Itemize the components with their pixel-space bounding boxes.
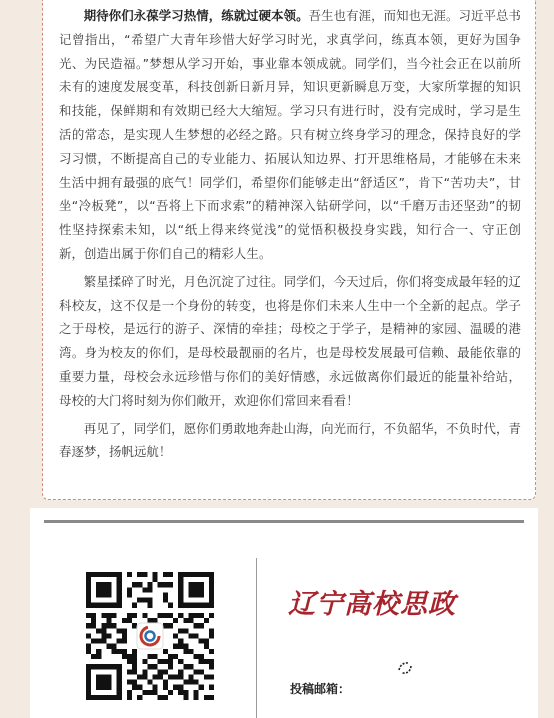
footer-card [30,508,538,718]
paragraph-text: 繁星揉碎了时光，月色沉淀了过往。同学们，今天过后，你们将变成最年轻的辽科校友，这不仅是一个身份的转变，也将是你们未来人生中一个全新的起点。学子之于母校，是远行的游子、深情的牵挂；母校之于学子，是精神的家园、温暖的港湾。身为校友的你们，是母校最靓丽的名片，也是母校发展最可信赖、最能依靠的重要力量，母校会永远珍惜与你们的美好情感，永远做离你们最近的能量补给站，母校的大门将时刻为你们敞开，欢迎你们常回来看看！ [59,273,521,408]
brand-title: 辽宁高校思政 [288,589,456,620]
paragraph-lead: 期待你们永葆学习热情，练就过硬本领。 [83,8,309,23]
paragraph-text: 再见了，同学们，愿你们勇敢地奔赴山海，向光而行，不负韶华，不负时代，青春逐梦，扬帆远航！ [59,420,521,460]
vertical-divider [256,558,257,718]
article-paragraph [59,417,521,465]
paragraph-text: 吾生也有涯，而知也无涯。习近平总书记曾指出，“希望广大青年珍惜大好学习时光，求真学问，练真本领，更好为国争光、为民造福。”梦想从学习开始，事业靠本领成就。同学们，当今社会正在以前所未有的速度发展变革，科技创新日新月异，知识更新瞬息万变，大家所掌握的知识和技能，保鲜期和有效期已经大大缩短。学习只有进行时，没有完成时，学习是生活的常态，是实现人生梦想的必经之路。只有树立终身学习的理念，保持良好的学习习惯，不断提高自己的专业能力、拓展认知边界、打开思维格局，才能够在未来生活中拥有最强的底气！同学们，希望你们能够走出“舒适区”，肯下“苦功夫”，甘坐“冷板凳”，以“吾将上下而求索”的精神深入钻研学问，以“千磨万击还坚劲”的韧性坚持探索未知，以“纸上得来终觉浅”的觉悟积极投身实践，知行合一、守正创新，创造出属于你们自己的精彩人生。 [59,8,521,261]
article-paragraph [59,270,521,413]
loading-swirl-icon [395,658,415,678]
article-body [42,0,536,500]
submission-email-label: 投稿邮箱： [290,682,351,696]
brand-logo-icon [136,622,164,650]
footer-divider-line [44,520,524,523]
article-paragraph [59,4,521,266]
